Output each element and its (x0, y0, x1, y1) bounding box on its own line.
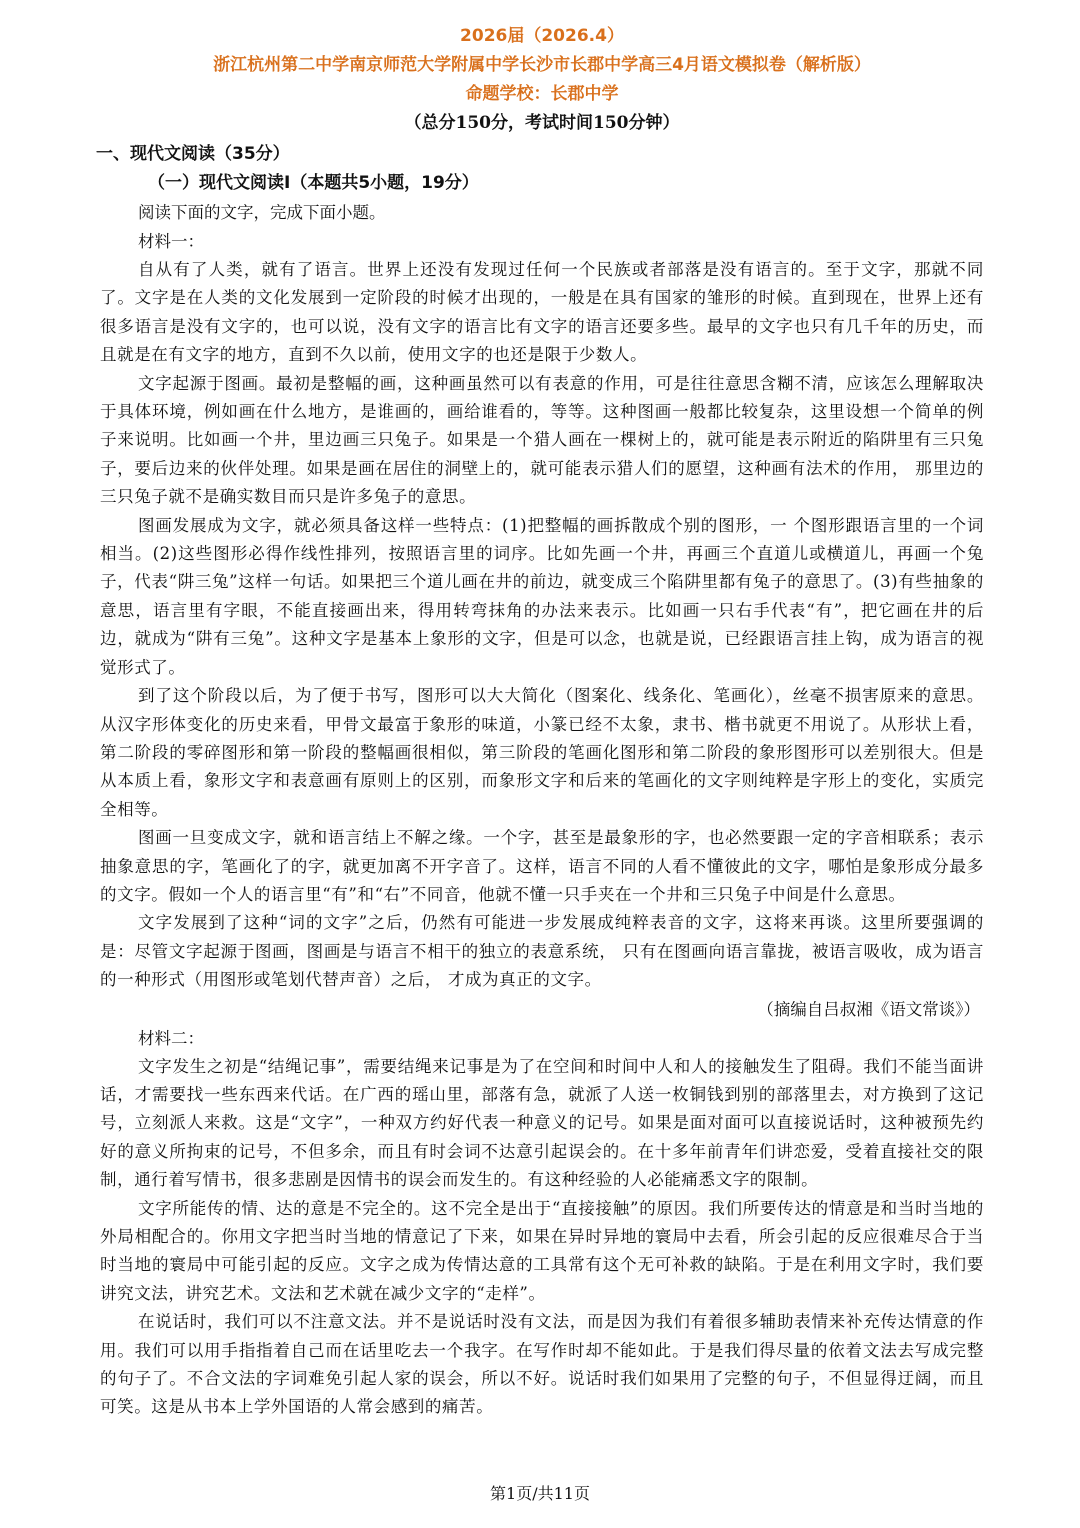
section-title: 一、现代文阅读（35分） (96, 144, 290, 164)
material-one-source: （摘编自吕叔湘《语文常谈》） (757, 999, 980, 1019)
reading-instruction: 阅读下面的文字，完成下面小题。 (138, 203, 386, 222)
material-one-paragraph: 图画发展成为文字，就必须具备这样一些特点：(1)把整幅的画拆散成个别的图形，一 个图形跟语言里的一个词相当。(2)这些图形必得作线性排列，按照语言里的词序。比如先画一个井，再画三个直道儿或横道儿，再画一个兔子，代表“阱三兔”这样一句话。如果把三个道儿画在井的前边，就变成三个陷阱里都有兔子的意思了。(3)有些抽象的意思，语言里有字眼，不能直接画出来，得用转弯抹角的办法来表示。比如画一只右手代表“有”，把它画在井的后边，就成为“阱有三兔”。这种文字是基本上象形的文字，但是可以念，也就是说，已经跟语言挂上钩，成为语言的视觉形式了。 (100, 515, 984, 677)
material-one-label: 材料一： (138, 232, 204, 251)
exam-score-note: （总分150分，考试时间150分钟） (404, 113, 680, 133)
material-one-paragraph: 图画一旦变成文字，就和语言结上不解之缘。一个字，甚至是最象形的字，也必然要跟一定的字音相联系；表示抽象意思的字，笔画化了的字，就更加离不开字音了。这样，语言不同的人看不懂彼此的文字，哪怕是象形成分最多的文字。假如一个人的语言里“有”和“右”不同音，他就不懂一只手夹在一个井和三只兔子中间是什么意思。 (100, 828, 984, 904)
material-one-paragraph: 到了这个阶段以后，为了便于书写，图形可以大大简化（图案化、线条化、笔画化），丝毫不损害原来的意思。从汉字形体变化的历史来看，甲骨文最富于象形的味道，小篆已经不太象，隶书、楷书就更不用说了。从形状上看，第二阶段的零碎图形和第一阶段的整幅画很相似，第三阶段的笔画化图形和第二阶段的象形图形可以差别很大。但是从本质上看，象形文字和表意画有原则上的区别，而象形文字和后来的笔画化的文字则纯粹是字形上的变化，实质完全相等。 (100, 686, 984, 819)
material-one-paragraph: 文字发展到了这种“词的文字”之后，仍然有可能进一步发展成纯粹表音的文字，这将来再谈。这里所要强调的是：尽管文字起源于图画，图画是与语言不相干的独立的表意系统， 只有在图画向语言靠拢，被语言吸收，成为语言的一种形式（用图形或笔划代替声音）之后， 才成为真正的文字。 (100, 913, 984, 990)
page-number-footer: 第1页/共11页 (490, 1484, 590, 1503)
material-one-paragraph: 文字起源于图画。最初是整幅的画，这种画虽然可以有表意的作用，可是往往意思含糊不清，应该怎么理解取决于具体环境，例如画在什么地方，是谁画的，画给谁看的，等等。这种图画一般都比较复杂，这里设想一个简单的例子来说明。比如画一个井，里边画三只兔子。如果是一个猎人画在一棵树上的，就可能是表示附近的陷阱里有三只兔子，要后边来的伙伴处理。如果是画在居住的洞壁上的，就可能表示猎人们的愿望，这种画有法术的作用， 那里边的三只兔子就不是确实数目而只是许多兔子的意思。 (100, 373, 984, 507)
exam-title: 浙江杭州第二中学南京师范大学附属中学长沙市长郡中学高三4月语文模拟卷（解析版） (213, 55, 871, 75)
exam-year-line: 2026届（2026.4） (460, 26, 624, 46)
exam-school-line: 命题学校：长郡中学 (465, 84, 619, 104)
material-one-paragraph: 自从有了人类，就有了语言。世界上还没有发现过任何一个民族或者部落是没有语言的。至于文字，那就不同了。文字是在人类的文化发展到一定阶段的时候才出现的，一般是在具有国家的雏形的时候。直到现在，世界上还有很多语言是没有文字的，也可以说，没有文字的语言比有文字的语言还要多些。最早的文字也只有几千年的历史，而且就是在有文字的地方，直到不久以前，使用文字的也还是限于少数人。 (100, 260, 984, 365)
material-two-label: 材料二： (138, 1028, 204, 1048)
material-two-paragraph: 在说话时，我们可以不注意文法。并不是说话时没有文法，而是因为我们有着很多辅助表情来补充传达情意的作用。我们可以用手指指着自己而在话里吃去一个我字。在写作时却不能如此。于是我们得尽量的依着文法去写成完整的句子了。不合文法的字词难免引起人家的误会，所以不好。说话时我们如果用了完整的句子，不但显得迂阔，而且可笑。这是从书本上学外国语的人常会感到的痛苦。 (100, 1312, 984, 1417)
material-two-paragraph: 文字所能传的情、达的意是不完全的。这不完全是出于“直接接触”的原因。我们所要传达的情意是和当时当地的外局相配合的。你用文字把当时当地的情意记了下来，如果在异时异地的寰局中去看，所会引起的反应很难尽合于当时当地的寰局中可能引起的反应。文字之成为传情达意的工具常有这个无可补救的缺陷。于是在利用文字时，我们要讲究文法，讲究艺术。文法和艺术就在减少文字的“走样”。 (100, 1198, 984, 1303)
subsection-title: （一）现代文阅读Ⅰ（本题共5小题，19分） (148, 173, 479, 193)
material-two-paragraph: 文字发生之初是“结绳记事”，需要结绳来记事是为了在空间和时间中人和人的接触发生了阻碍。我们不能当面讲话，才需要找一些东西来代话。在广西的瑶山里，部落有急，就派了人送一枚铜钱到别的部落里去，对方换到了这记号，立刻派人来救。这是“文字”，一种双方约好代表一种意义的记号。如果是面对面可以直接说话时，这种被预先约好的意义所拘束的记号，不但多余，而且有时会词不达意引起误会的。在十多年前青年们讲恋爱，受着直接社交的限制，通行着写情书，很多悲剧是因情书的误会而发生的。有这种经验的人必能痛悉文字的限制。 (100, 1056, 984, 1190)
